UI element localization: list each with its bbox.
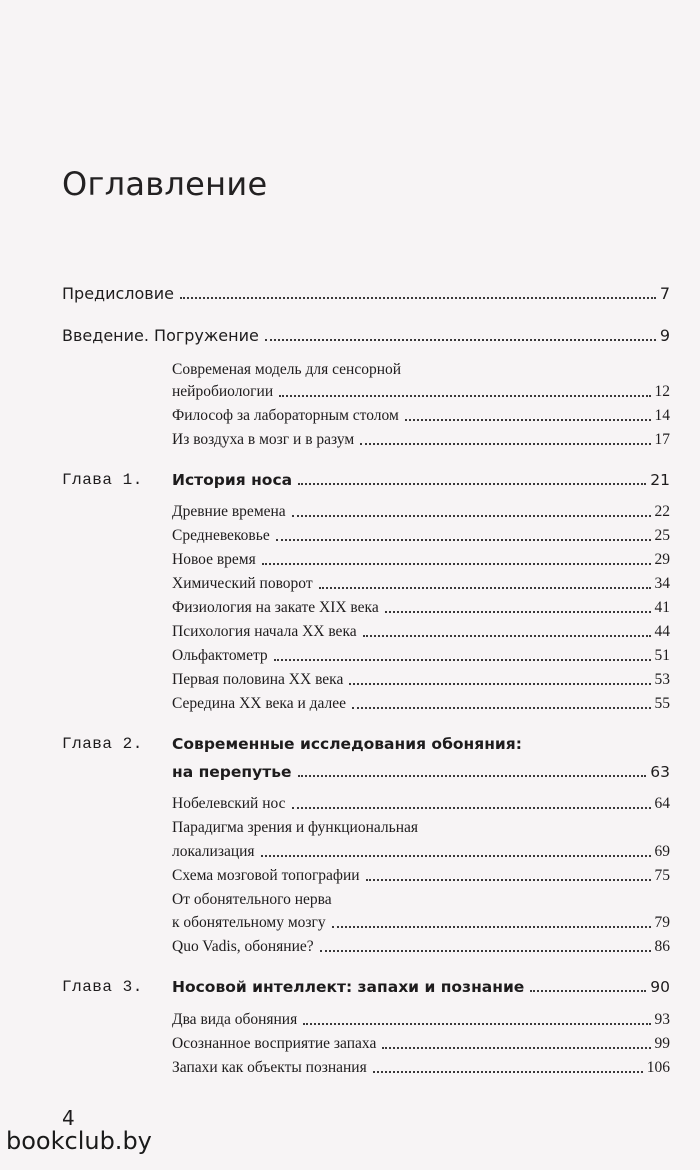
toc-entry-preface[interactable] [62,284,670,304]
toc-section-label: Середина XX века и далее [172,695,347,712]
toc-section-page: 106 [646,1059,670,1076]
toc-section-label: Запахи как объекты познания [172,1059,367,1076]
toc-section-entry[interactable] [172,670,670,690]
toc-entry-label: Предисловие [62,284,174,303]
toc-section-page: 25 [654,527,670,544]
toc-entry-chapter-3[interactable] [172,977,670,997]
dot-leader [292,514,651,517]
chapter-number: Глава 2. [62,735,143,753]
toc-section-entry[interactable] [172,382,670,402]
dot-leader [180,296,656,299]
toc-section-label: локализация [172,843,255,860]
toc-section-page: 75 [654,867,670,884]
toc-section-entry[interactable] [172,526,670,546]
toc-section-label: Осознанное восприятие запаха [172,1035,377,1052]
toc-section-entry[interactable] [172,598,670,618]
toc-entry-label: Введение. Погружение [62,326,259,345]
toc-section-entry[interactable] [172,913,670,933]
dot-leader [298,774,647,777]
toc-section-entry[interactable] [172,866,670,886]
dot-leader [261,854,651,857]
toc-section-page: 69 [654,843,670,860]
toc-section-label: Химический поворот [172,575,313,592]
toc-section-page: 53 [654,671,670,688]
toc-entry-page: 7 [659,284,670,303]
chapter-title-line: Современные исследования обоняния: [172,735,522,753]
chapter-number: Глава 1. [62,471,143,489]
toc-section-label: Схема мозговой топографии [172,867,360,884]
toc-section-label: Из воздуха в мозг и в разум [172,431,355,448]
dot-leader [262,562,651,565]
toc-section-label: Психология начала XX века [172,623,357,640]
toc-section-label: Нобелевский нос [172,795,286,812]
toc-entry-chapter-1[interactable] [172,470,670,490]
chapter-page: 90 [650,978,670,996]
toc-section-page: 86 [654,938,670,955]
dot-leader [332,925,651,928]
toc-section-label: Первая половина XX века [172,671,344,688]
toc-section-page: 17 [654,431,670,448]
toc-entry-chapter-2[interactable] [172,762,670,782]
dot-leader [320,949,651,952]
toc-section-label: нейробиологии [172,383,274,400]
toc-section-entry[interactable] [172,794,670,814]
dot-leader [274,658,651,661]
toc-section-page: 14 [654,407,670,424]
toc-section-entry[interactable] [172,694,670,714]
dot-leader [303,1022,650,1025]
toc-section-entry[interactable] [172,1034,670,1054]
chapter-title: на перепутье [172,763,292,781]
toc-section-label: Физиология на закате XIX века [172,599,379,616]
chapter-number: Глава 3. [62,978,143,996]
toc-section-label: к обонятельному мозгу [172,914,326,931]
toc-section-entry[interactable] [172,1058,670,1078]
dot-leader [292,806,651,809]
dot-leader [530,989,646,992]
toc-section-page: 99 [654,1035,670,1052]
toc-section-entry[interactable] [172,937,670,957]
dot-leader [366,878,651,881]
toc-section-page: 12 [654,383,670,400]
toc-section-label: Древние времена [172,503,286,520]
toc-entry-page: 9 [659,326,670,345]
toc-section-page: 22 [654,503,670,520]
dot-leader [279,394,650,397]
toc-section-label: Философ за лабораторным столом [172,407,399,424]
toc-section-label: Средневековье [172,527,270,544]
chapter-page: 63 [650,763,670,781]
watermark-text: bookclub.by [6,1127,152,1155]
dot-leader [298,482,646,485]
toc-section-line: От обонятельного нерва [172,891,332,908]
toc-section-entry[interactable] [172,406,670,426]
toc-section-entry[interactable] [172,842,670,862]
dot-leader [319,586,651,589]
toc-section-label: Quo Vadis, обоняние? [172,938,314,955]
toc-section-page: 41 [654,599,670,616]
chapter-title: История носа [172,471,293,489]
chapter-title: Носовой интеллект: запахи и познание [172,978,525,996]
toc-section-entry[interactable] [172,1010,670,1030]
toc-section-entry[interactable] [172,550,670,570]
dot-leader [349,682,650,685]
toc-section-page: 51 [654,647,670,664]
toc-section-page: 93 [654,1011,670,1028]
toc-section-line: Парадигма зрения и функциональная [172,819,419,836]
dot-leader [276,538,651,541]
toc-section-label: Два вида обоняния [172,1011,298,1028]
toc-section-entry[interactable] [172,646,670,666]
toc-section-line: Современая модель для сенсорной [172,361,402,378]
toc-section-page: 64 [654,795,670,812]
dot-leader [265,338,656,341]
toc-section-entry[interactable] [172,430,670,450]
page-title: Оглавление [62,165,268,203]
toc-section-page: 55 [654,695,670,712]
toc-section-entry[interactable] [172,574,670,594]
dot-leader [382,1046,650,1049]
toc-section-page: 34 [654,575,670,592]
toc-entry-intro[interactable] [62,326,670,346]
chapter-page: 21 [650,471,670,489]
dot-leader [360,442,650,445]
page-number: 4 [62,1106,75,1130]
toc-section-entry[interactable] [172,622,670,642]
dot-leader [373,1070,643,1073]
toc-section-page: 44 [654,623,670,640]
dot-leader [385,610,651,613]
toc-section-entry[interactable] [172,502,670,522]
toc-section-page: 79 [654,914,670,931]
dot-leader [363,634,651,637]
toc-section-page: 29 [654,551,670,568]
toc-section-label: Новое время [172,551,256,568]
dot-leader [405,418,651,421]
toc-section-label: Ольфактометр [172,647,268,664]
dot-leader [352,706,650,709]
